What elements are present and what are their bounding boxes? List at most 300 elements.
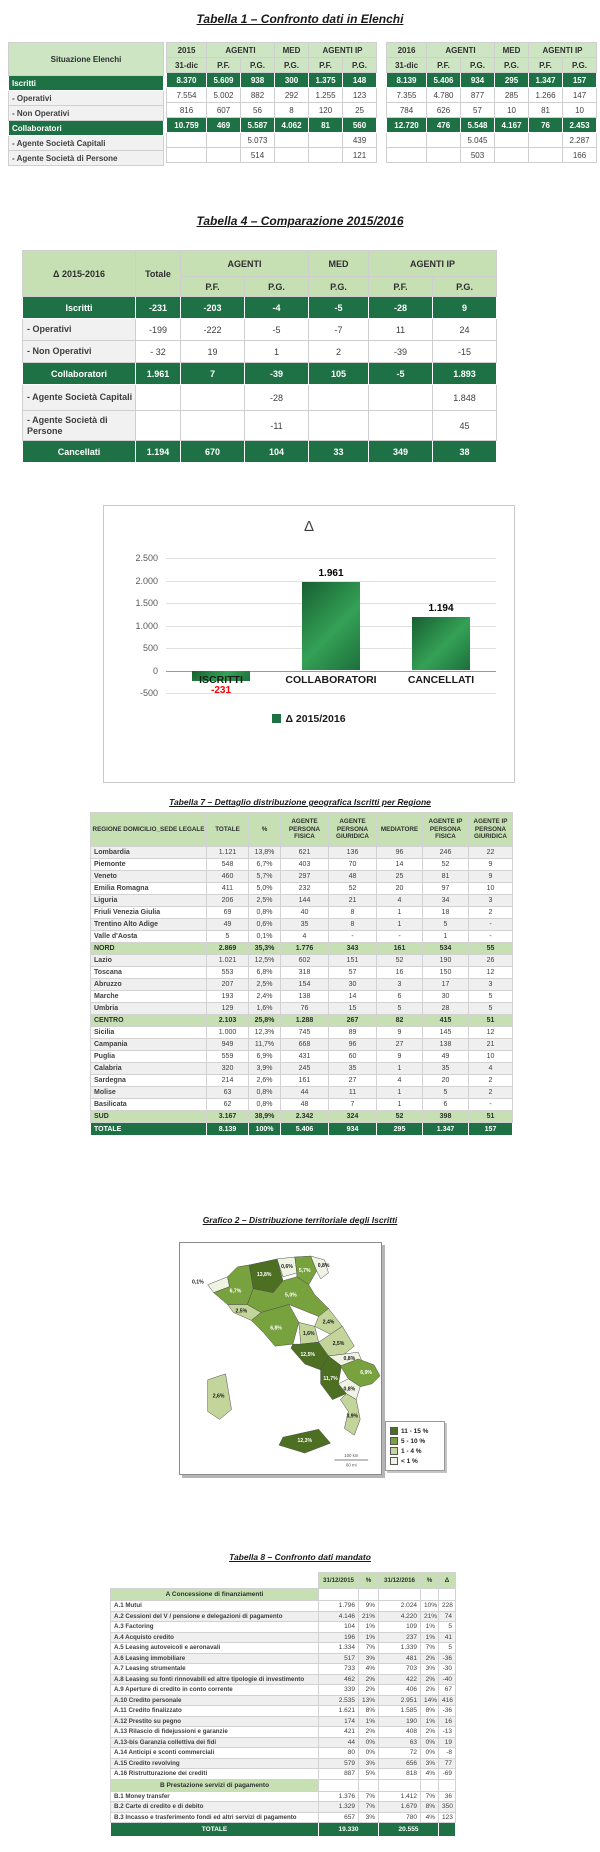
map-legend-label: < 1 % xyxy=(401,1457,418,1465)
row-label: A.12 Prestito su pegno xyxy=(111,1716,319,1727)
data-cell: 36 xyxy=(439,1791,456,1802)
data-cell: 57 xyxy=(329,967,377,979)
column-header: P.G. xyxy=(241,58,275,73)
map-legend-entry xyxy=(390,1427,440,1435)
data-cell: 161 xyxy=(281,1075,329,1087)
data-cell: 292 xyxy=(275,88,309,103)
data-cell: -11 xyxy=(245,411,309,441)
data-cell xyxy=(495,148,529,163)
y-axis-tick: 0 xyxy=(152,665,158,676)
data-cell: 15 xyxy=(329,1003,377,1015)
table-row xyxy=(387,58,597,73)
data-cell: 136 xyxy=(329,847,377,859)
row-label: TOTALE xyxy=(111,1823,319,1837)
map-legend-label: 1 - 4 % xyxy=(401,1447,422,1455)
data-cell: 320 xyxy=(207,1063,249,1075)
data-cell: 9 xyxy=(377,1027,423,1039)
data-cell: 57 xyxy=(461,103,495,118)
data-cell: 25,8% xyxy=(249,1015,281,1027)
row-label: Lazio xyxy=(91,955,207,967)
data-cell: 5.548 xyxy=(461,118,495,133)
column-header: % xyxy=(359,1573,379,1589)
row-label: A.5 Leasing autoveicoli e aeronavali xyxy=(111,1643,319,1654)
row-label: - Agente Società di Persone xyxy=(23,411,136,441)
data-cell: 13,8% xyxy=(249,847,281,859)
data-cell: 300 xyxy=(275,73,309,88)
data-cell: 76 xyxy=(281,1003,329,1015)
table-row xyxy=(91,1027,513,1039)
region-label-calabria: 3,9% xyxy=(346,1413,359,1420)
table-row xyxy=(91,871,513,883)
table-row xyxy=(111,1695,456,1706)
data-cell: 206 xyxy=(207,895,249,907)
data-cell: 81 xyxy=(309,118,343,133)
data-cell: 7% xyxy=(359,1802,379,1813)
data-cell: 5.073 xyxy=(241,133,275,148)
data-cell: -40 xyxy=(439,1674,456,1685)
data-cell: 8% xyxy=(421,1802,439,1813)
row-label: - Non Operativi xyxy=(9,106,164,121)
data-cell: 27 xyxy=(377,1039,423,1051)
data-cell: 2% xyxy=(421,1685,439,1696)
data-cell: 80 xyxy=(319,1748,359,1759)
data-cell: 70 xyxy=(329,859,377,871)
column-header-blank xyxy=(111,1573,319,1589)
data-cell: 816 xyxy=(167,103,207,118)
data-cell: 48 xyxy=(329,871,377,883)
data-cell: 81 xyxy=(423,871,469,883)
data-cell: 8.370 xyxy=(167,73,207,88)
data-cell: 24 xyxy=(433,319,497,341)
table-row xyxy=(91,1111,513,1123)
data-cell: 45 xyxy=(433,411,497,441)
tabella1-labels xyxy=(8,42,164,166)
data-cell: 1.347 xyxy=(529,73,563,88)
tabella1-2016 xyxy=(386,42,597,163)
region-label-basilicata: 0,8% xyxy=(343,1386,356,1393)
table-row xyxy=(167,73,377,88)
data-cell: 476 xyxy=(427,118,461,133)
column-header: AGENTE IP PERSONA GIURIDICA xyxy=(469,813,513,847)
data-cell: 1.679 xyxy=(379,1802,421,1813)
column-header: REGIONE DOMICILIO_SEDE LEGALE xyxy=(91,813,207,847)
data-cell: 33 xyxy=(309,441,369,463)
column-header: P.G. xyxy=(245,277,309,297)
table-row xyxy=(167,133,377,148)
data-cell xyxy=(309,385,369,411)
row-label: A.16 Ristrutturazione dei crediti xyxy=(111,1769,319,1780)
section-header: A Concessione di finanziamenti xyxy=(111,1589,319,1601)
data-cell: 4.062 xyxy=(275,118,309,133)
data-cell: 154 xyxy=(281,979,329,991)
table-row xyxy=(111,1601,456,1612)
data-cell: 5,7% xyxy=(249,871,281,883)
column-header: P.G. xyxy=(275,58,309,73)
data-cell xyxy=(275,133,309,148)
data-cell: 1 xyxy=(377,1063,423,1075)
data-cell: 1.255 xyxy=(309,88,343,103)
data-cell: 0,6% xyxy=(249,919,281,931)
data-cell: 9 xyxy=(469,871,513,883)
data-cell: 6,9% xyxy=(249,1051,281,1063)
row-label: A.13 Rilascio di fidejussioni e garanzie xyxy=(111,1727,319,1738)
column-header: % xyxy=(421,1573,439,1589)
data-cell: 157 xyxy=(469,1123,513,1136)
data-cell: -222 xyxy=(181,319,245,341)
table-row xyxy=(111,1632,456,1643)
data-cell: -231 xyxy=(136,297,181,319)
data-cell: 559 xyxy=(207,1051,249,1063)
map-legend xyxy=(385,1421,445,1471)
tabella8 xyxy=(110,1572,456,1837)
column-group-header: MED xyxy=(495,43,529,58)
data-cell: 6,7% xyxy=(249,859,281,871)
data-cell: -13 xyxy=(439,1727,456,1738)
column-header: 31-dic xyxy=(167,58,207,73)
data-cell: 138 xyxy=(423,1039,469,1051)
table-row xyxy=(9,121,164,136)
data-cell: 104 xyxy=(245,441,309,463)
data-cell: 534 xyxy=(423,943,469,955)
data-cell: 938 xyxy=(241,73,275,88)
column-header: % xyxy=(249,813,281,847)
data-cell: 20.555 xyxy=(379,1823,439,1837)
data-cell: 20 xyxy=(423,1075,469,1087)
row-label: Campania xyxy=(91,1039,207,1051)
data-cell: 245 xyxy=(281,1063,329,1075)
tabella7-title: Tabella 7 – Dettaglio distribuzione geografica Iscritti per Regione xyxy=(169,797,431,807)
data-cell: 8 xyxy=(275,103,309,118)
table-row xyxy=(387,148,597,163)
row-label: Cancellati xyxy=(23,441,136,463)
data-cell: -69 xyxy=(439,1769,456,1780)
legend-swatch-icon xyxy=(272,714,281,723)
data-cell: -15 xyxy=(433,341,497,363)
table-row xyxy=(167,58,377,73)
data-cell: 10 xyxy=(563,103,597,118)
data-cell: 2,5% xyxy=(249,979,281,991)
data-cell: 1,6% xyxy=(249,1003,281,1015)
data-cell: 626 xyxy=(427,103,461,118)
data-cell: 422 xyxy=(379,1674,421,1685)
data-cell: 190 xyxy=(423,955,469,967)
data-cell: 403 xyxy=(281,859,329,871)
data-cell: 190 xyxy=(379,1716,421,1727)
data-cell: 4 xyxy=(377,1075,423,1087)
data-cell: 2.951 xyxy=(379,1695,421,1706)
data-cell: 105 xyxy=(309,363,369,385)
data-cell: 9 xyxy=(433,297,497,319)
data-cell: 4.220 xyxy=(379,1611,421,1622)
data-cell: 30 xyxy=(423,991,469,1003)
data-cell: 1.266 xyxy=(529,88,563,103)
data-cell: 16 xyxy=(439,1716,456,1727)
data-cell: 5 xyxy=(423,919,469,931)
data-cell: 349 xyxy=(369,441,433,463)
data-cell: 41 xyxy=(439,1632,456,1643)
row-label: Emilia Romagna xyxy=(91,883,207,895)
row-label: A.1 Mutui xyxy=(111,1601,319,1612)
data-cell: 1% xyxy=(359,1632,379,1643)
data-cell: 3 xyxy=(377,979,423,991)
data-cell: 3% xyxy=(359,1812,379,1823)
data-cell: 934 xyxy=(329,1123,377,1136)
data-cell: 2% xyxy=(421,1727,439,1738)
data-cell: 1.893 xyxy=(433,363,497,385)
data-cell: 1.194 xyxy=(136,441,181,463)
data-cell: 3% xyxy=(359,1653,379,1664)
data-cell: 25 xyxy=(377,871,423,883)
data-cell: 1 xyxy=(377,1099,423,1111)
data-cell: 193 xyxy=(207,991,249,1003)
data-cell: 339 xyxy=(319,1685,359,1696)
column-header: P.G. xyxy=(343,58,377,73)
data-cell: 1.000 xyxy=(207,1027,249,1039)
data-cell: 3% xyxy=(359,1758,379,1769)
data-cell: 5.609 xyxy=(207,73,241,88)
row-label: Collaboratori xyxy=(9,121,164,136)
data-cell: 7 xyxy=(181,363,245,385)
data-cell: 19 xyxy=(439,1737,456,1748)
column-header: Δ xyxy=(439,1573,456,1589)
data-cell: 406 xyxy=(379,1685,421,1696)
region-label-veneto: 5,7% xyxy=(298,1267,311,1274)
data-cell: 1.585 xyxy=(379,1706,421,1717)
region-label-abruzzo: 2,5% xyxy=(332,1341,345,1348)
data-cell xyxy=(359,1779,379,1791)
data-cell: 81 xyxy=(529,103,563,118)
data-cell: - 32 xyxy=(136,341,181,363)
data-cell: 52 xyxy=(377,955,423,967)
row-label: - Operativi xyxy=(23,319,136,341)
data-cell: 5 xyxy=(469,1003,513,1015)
data-cell: 51 xyxy=(469,1111,513,1123)
data-cell: 89 xyxy=(329,1027,377,1039)
data-cell xyxy=(309,148,343,163)
table-row xyxy=(91,847,513,859)
data-cell: 9% xyxy=(359,1601,379,1612)
data-cell: 12,3% xyxy=(249,1027,281,1039)
map-legend-entry xyxy=(390,1457,440,1465)
tabella1-2015 xyxy=(166,42,377,163)
data-cell: 2.535 xyxy=(319,1695,359,1706)
data-cell: 1.961 xyxy=(136,363,181,385)
data-cell: 76 xyxy=(529,118,563,133)
map-legend-entry xyxy=(390,1437,440,1445)
data-cell: 44 xyxy=(281,1087,329,1099)
column-header: P.F. xyxy=(529,58,563,73)
data-cell: 0,8% xyxy=(249,1087,281,1099)
bar-value-label: 1.194 xyxy=(428,602,454,614)
table-row xyxy=(23,441,497,463)
column-header: P.F. xyxy=(181,277,245,297)
row-label: Iscritti xyxy=(23,297,136,319)
italy-map xyxy=(179,1242,382,1475)
table-row xyxy=(111,1727,456,1738)
data-cell: -203 xyxy=(181,297,245,319)
table-row xyxy=(91,1075,513,1087)
map-legend-swatch-icon xyxy=(390,1457,398,1465)
table-row xyxy=(387,43,597,58)
table-row xyxy=(9,106,164,121)
column-header: P.G. xyxy=(309,277,369,297)
data-cell: 69 xyxy=(207,907,249,919)
data-cell: -28 xyxy=(245,385,309,411)
year-header: 2015 xyxy=(167,43,207,58)
data-cell: 0% xyxy=(421,1737,439,1748)
data-cell: 63 xyxy=(207,1087,249,1099)
data-cell: 5 xyxy=(469,991,513,1003)
table-row xyxy=(91,931,513,943)
row-label: - Non Operativi xyxy=(23,341,136,363)
data-cell: 6 xyxy=(377,991,423,1003)
data-cell: 2 xyxy=(469,907,513,919)
data-cell: 2.342 xyxy=(281,1111,329,1123)
data-cell: 12 xyxy=(469,1027,513,1039)
column-header: AGENTE IP PERSONA FISICA xyxy=(423,813,469,847)
data-cell: 5,0% xyxy=(249,883,281,895)
data-cell: 9 xyxy=(377,1051,423,1063)
data-cell: 35 xyxy=(423,1063,469,1075)
data-cell: 621 xyxy=(281,847,329,859)
data-cell: 318 xyxy=(281,967,329,979)
data-cell: 877 xyxy=(461,88,495,103)
x-axis-category: CANCELLATI xyxy=(407,673,475,686)
data-cell xyxy=(309,133,343,148)
data-cell: 5% xyxy=(359,1769,379,1780)
data-cell xyxy=(207,133,241,148)
data-cell: 22 xyxy=(469,847,513,859)
table-row xyxy=(111,1664,456,1675)
data-cell: 8 xyxy=(329,907,377,919)
region-label-sardegna: 2,6% xyxy=(212,1393,225,1400)
column-header: MEDIATORE xyxy=(377,813,423,847)
data-cell xyxy=(359,1589,379,1601)
data-cell: 16 xyxy=(377,967,423,979)
data-cell: 123 xyxy=(343,88,377,103)
row-label: - Agente Società Capitali xyxy=(23,385,136,411)
column-group-header: MED xyxy=(275,43,309,58)
data-cell: -7 xyxy=(309,319,369,341)
data-cell xyxy=(181,411,245,441)
table-row xyxy=(9,91,164,106)
data-cell: 0% xyxy=(359,1748,379,1759)
data-cell: -36 xyxy=(439,1706,456,1717)
data-cell: 1% xyxy=(421,1622,439,1633)
data-cell: 11 xyxy=(369,319,433,341)
table-row xyxy=(9,76,164,91)
data-cell: 35 xyxy=(329,1063,377,1075)
data-cell xyxy=(181,385,245,411)
map-legend-swatch-icon xyxy=(390,1427,398,1435)
table-row xyxy=(111,1643,456,1654)
data-cell: 818 xyxy=(379,1769,421,1780)
data-cell: 1.796 xyxy=(319,1601,359,1612)
data-cell: -36 xyxy=(439,1653,456,1664)
data-cell: 14 xyxy=(377,859,423,871)
data-cell xyxy=(369,385,433,411)
data-cell: 343 xyxy=(329,943,377,955)
row-label: A.15 Credito revolving xyxy=(111,1758,319,1769)
data-cell: 416 xyxy=(439,1695,456,1706)
data-cell: 2% xyxy=(359,1674,379,1685)
data-cell: 1 xyxy=(377,1087,423,1099)
data-cell: 2,4% xyxy=(249,991,281,1003)
data-cell: 0% xyxy=(359,1737,379,1748)
data-cell: 324 xyxy=(329,1111,377,1123)
table-row xyxy=(111,1758,456,1769)
table-row xyxy=(23,411,497,441)
data-cell: 0,1% xyxy=(249,931,281,943)
data-cell: 5 xyxy=(439,1643,456,1654)
data-cell: 703 xyxy=(379,1664,421,1675)
data-cell: 657 xyxy=(319,1812,359,1823)
column-header: P.G. xyxy=(461,58,495,73)
data-cell: 2.287 xyxy=(563,133,597,148)
data-cell: 10 xyxy=(495,103,529,118)
data-cell: 12,5% xyxy=(249,955,281,967)
table-row xyxy=(387,133,597,148)
data-cell: 4 xyxy=(469,1063,513,1075)
data-cell: - xyxy=(377,931,423,943)
region-label-liguria: 2,5% xyxy=(235,1308,248,1315)
data-cell: 8 xyxy=(329,919,377,931)
data-cell: 48 xyxy=(281,1099,329,1111)
tabella1-title: Tabella 1 – Confronto dati in Elenchi xyxy=(196,12,404,26)
data-cell: 34 xyxy=(423,895,469,907)
data-cell: 5.406 xyxy=(281,1123,329,1136)
data-cell: 431 xyxy=(281,1051,329,1063)
table-row xyxy=(91,1039,513,1051)
table-row xyxy=(111,1611,456,1622)
data-cell: 27 xyxy=(329,1075,377,1087)
table-row xyxy=(91,919,513,931)
data-cell: 462 xyxy=(319,1674,359,1685)
row-label: B.3 Incasso e trasferimento fondi ed altri servizi di pagamento xyxy=(111,1812,319,1823)
row-label: A.3 Factoring xyxy=(111,1622,319,1633)
tabella8-title: Tabella 8 – Confronto dati mandato xyxy=(229,1552,371,1562)
data-cell: 350 xyxy=(439,1802,456,1813)
data-cell: 121 xyxy=(343,148,377,163)
table-row xyxy=(23,319,497,341)
data-cell: 14 xyxy=(329,991,377,1003)
data-cell: 11,7% xyxy=(249,1039,281,1051)
data-cell: -39 xyxy=(369,341,433,363)
data-cell: 4.167 xyxy=(495,118,529,133)
data-cell: 398 xyxy=(423,1111,469,1123)
column-header: P.F. xyxy=(369,277,433,297)
table-row xyxy=(111,1769,456,1780)
data-cell: 1.621 xyxy=(319,1706,359,1717)
data-cell: 237 xyxy=(379,1632,421,1643)
table-row xyxy=(91,979,513,991)
data-cell: 18 xyxy=(423,907,469,919)
data-cell: 10 xyxy=(469,883,513,895)
data-cell: 4% xyxy=(421,1769,439,1780)
tabella4 xyxy=(22,250,497,463)
table-row xyxy=(167,43,377,58)
y-axis-tick: 500 xyxy=(142,643,158,653)
map-scale-km-label: 100 km xyxy=(344,1453,359,1459)
data-cell: 2% xyxy=(359,1727,379,1738)
data-cell: 96 xyxy=(377,847,423,859)
table-row xyxy=(111,1812,456,1823)
bar-value-label: 1.961 xyxy=(318,568,344,580)
table-row xyxy=(91,1099,513,1111)
table-row xyxy=(111,1802,456,1813)
data-cell: 151 xyxy=(329,955,377,967)
data-cell: 144 xyxy=(281,895,329,907)
